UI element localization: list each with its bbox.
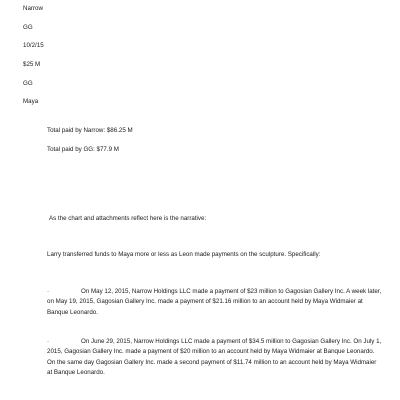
header-line-date: 10/2/15 [23,42,44,49]
narrative-paragraph-1 [47,287,382,318]
total-narrow: Total paid by Narrow: $86.25 M [47,127,133,134]
total-gg: Total paid by GG: $77.9 M [47,146,119,153]
header-line-amount: $25 M [23,61,41,68]
paragraph-1-text: On May 12, 2015, Narrow Holdings LLC made a payment of $23 million to Gagosian Gallery Inc. A week later, on May 19, 2015, Gagosian Gallery Inc. made a payment of $21.16 million to an account held by Maya Widmaier at Banque Leonardo. [47,288,382,316]
narrative-intro: As the chart and attachments reflect here is the narrative: [49,215,207,222]
narrative-summary: Larry transferred funds to Maya more or less as Leon made payments on the sculpture. Specifically: [47,251,321,258]
bullet-marker: · [47,338,50,345]
bullet-marker: · [47,288,50,295]
header-line-gg-2: GG [23,80,33,87]
header-line-maya: Maya [23,98,39,105]
header-line-narrow: Narrow [23,5,43,12]
header-line-gg: GG [23,24,33,31]
paragraph-2-text: On June 29, 2015, Narrow Holdings LLC made a payment of $34.5 million to Gagosian Gallery Inc. On July 1, 2015, Gagosian Gallery Inc. made a payment of $20 million to an account held by Maya Widmaier at Banque Leonardo. On the same day Gagosian Gallery Inc. made a second payment of $11.74 million to an account held by Maya Widmaier at Banque Leonardo. [47,338,382,377]
narrative-paragraph-2 [47,337,382,379]
